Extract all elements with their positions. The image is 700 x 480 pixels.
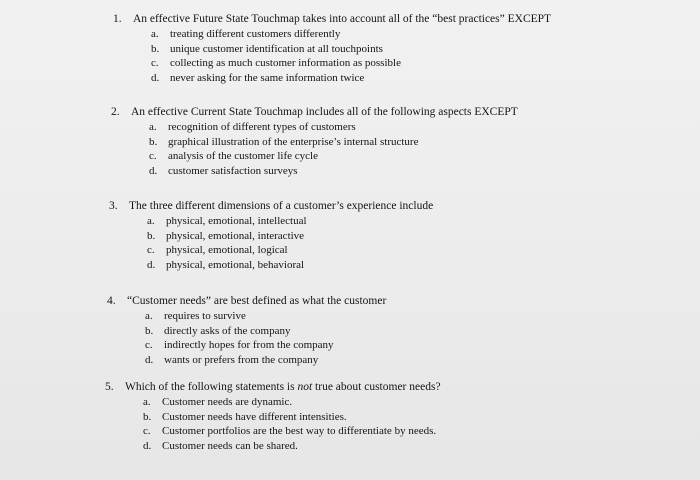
option-text: Customer needs can be shared. — [162, 439, 298, 452]
option-letter: d. — [149, 164, 158, 177]
option-c — [151, 56, 673, 71]
question-3 — [109, 199, 669, 272]
question-2-stem — [111, 105, 671, 120]
option-letter: c. — [147, 244, 155, 256]
option-letter: d. — [151, 71, 160, 84]
option-text: graphical illustration of the enterprise’s internal structure — [168, 135, 419, 148]
option-text: wants or prefers from the company — [164, 353, 319, 366]
option-text: collecting as much customer information as possible — [170, 57, 401, 69]
option-b — [149, 135, 671, 150]
options-list — [147, 214, 669, 272]
question-5 — [105, 380, 665, 453]
option-a — [147, 214, 669, 229]
option-text: Customer needs have different intensities. — [162, 410, 347, 423]
option-text: physical, emotional, logical — [166, 244, 288, 256]
question-text-after: true about customer needs? — [312, 381, 441, 393]
question-text: The three different dimensions of a customer’s experience include — [129, 200, 434, 212]
option-text: physical, emotional, behavioral — [166, 258, 305, 271]
option-d — [147, 258, 669, 273]
option-d — [151, 71, 673, 86]
option-letter: b. — [143, 410, 152, 423]
option-letter: b. — [151, 42, 160, 55]
question-3-stem — [109, 199, 669, 214]
option-letter: c. — [149, 150, 157, 162]
question-1-stem — [113, 12, 673, 27]
option-letter: d. — [145, 353, 154, 366]
option-d — [149, 164, 671, 179]
question-text: “Customer needs” are best defined as what the customer — [127, 295, 387, 307]
option-text: unique customer identification at all touchpoints — [170, 42, 383, 55]
question-text-emphasis: not — [297, 381, 313, 393]
question-4-stem — [107, 294, 667, 309]
option-a — [143, 395, 665, 410]
option-text: requires to survive — [164, 310, 246, 322]
option-text: physical, emotional, intellectual — [166, 215, 307, 227]
option-letter: c. — [151, 57, 159, 69]
option-text: indirectly hopes for from the company — [164, 339, 334, 351]
option-a — [151, 27, 673, 42]
question-text — [125, 380, 441, 395]
option-d — [145, 353, 667, 368]
option-letter: a. — [145, 310, 153, 322]
option-text: Customer needs are dynamic. — [162, 396, 293, 408]
option-b — [143, 410, 665, 425]
option-b — [145, 324, 667, 339]
option-letter: b. — [147, 229, 156, 242]
options-list — [149, 120, 671, 178]
option-letter: a. — [149, 121, 157, 133]
option-b — [147, 229, 669, 244]
option-text: treating different customers differently — [170, 28, 341, 40]
question-text: An effective Future State Touchmap takes into account all of the “best practices” EXCEPT — [133, 13, 552, 25]
option-a — [149, 120, 671, 135]
option-letter: d. — [143, 439, 152, 452]
option-b — [151, 42, 673, 57]
option-text: Customer portfolios are the best way to differentiate by needs. — [162, 425, 437, 437]
question-4 — [107, 294, 667, 367]
question-text: An effective Current State Touchmap includes all of the following aspects EXCEPT — [131, 106, 518, 118]
option-text: never asking for the same information twice — [170, 71, 365, 84]
option-c — [143, 424, 665, 439]
options-list — [145, 309, 667, 367]
option-c — [145, 338, 667, 353]
option-text: recognition of different types of customers — [168, 121, 356, 133]
option-c — [149, 149, 671, 164]
option-a — [145, 309, 667, 324]
option-letter: a. — [143, 396, 151, 408]
option-letter: d. — [147, 258, 156, 271]
question-1 — [113, 12, 673, 85]
option-letter: c. — [145, 339, 153, 351]
option-letter: b. — [149, 135, 158, 148]
option-d — [143, 439, 665, 454]
option-text: analysis of the customer life cycle — [168, 150, 318, 162]
option-text: directly asks of the company — [164, 324, 291, 337]
options-list — [143, 395, 665, 453]
question-text-before: Which of the following statements is — [125, 381, 298, 393]
question-number: 4. — [107, 295, 116, 307]
option-text: physical, emotional, interactive — [166, 229, 305, 242]
option-letter: a. — [151, 28, 159, 40]
option-letter: c. — [143, 425, 151, 437]
question-number: 2. — [111, 106, 120, 118]
option-letter: b. — [145, 324, 154, 337]
options-list — [151, 27, 673, 85]
question-number: 1. — [113, 13, 122, 25]
option-letter: a. — [147, 215, 155, 227]
question-5-stem — [105, 380, 665, 395]
option-text: customer satisfaction surveys — [168, 164, 298, 177]
option-c — [147, 243, 669, 258]
question-number: 3. — [109, 200, 118, 212]
question-2 — [111, 105, 671, 178]
question-number: 5. — [105, 381, 114, 393]
